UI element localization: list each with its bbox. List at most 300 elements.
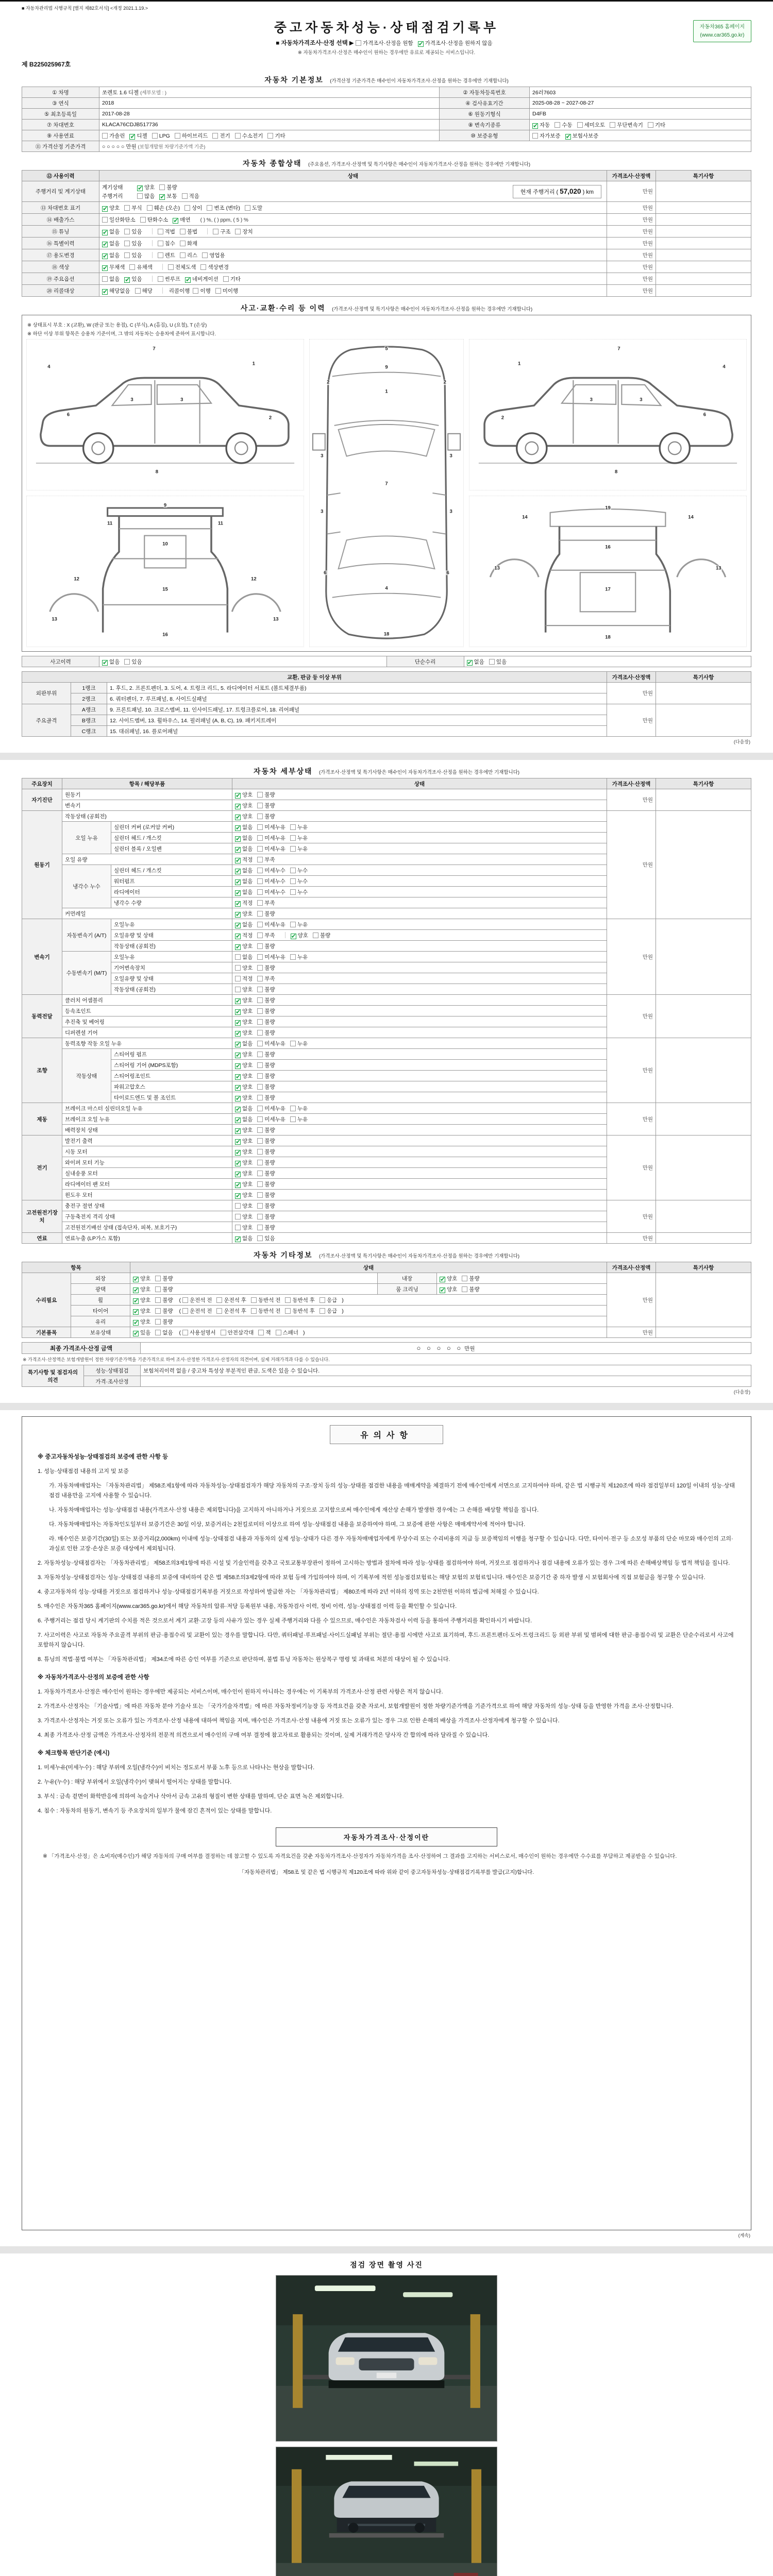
checkbox-option[interactable] <box>290 835 308 841</box>
checked-checkbox-icon[interactable]: ✔ <box>103 658 108 666</box>
checkbox-option[interactable] <box>235 889 253 895</box>
checked-checkbox-icon[interactable]: ✔ <box>236 889 241 896</box>
checkbox-option[interactable] <box>235 1030 253 1036</box>
unchecked-checkbox-icon[interactable] <box>257 878 263 884</box>
checked-checkbox-icon[interactable]: ✔ <box>236 1148 241 1156</box>
unchecked-checkbox-icon[interactable] <box>202 252 208 258</box>
checkbox-option[interactable] <box>200 264 229 270</box>
unchecked-checkbox-icon[interactable] <box>223 276 229 282</box>
unchecked-checkbox-icon[interactable] <box>215 288 221 294</box>
checkbox-option[interactable] <box>180 241 197 247</box>
checkbox-option[interactable] <box>155 1276 173 1282</box>
checkbox-option[interactable] <box>235 911 253 917</box>
checkbox-option[interactable] <box>267 133 285 139</box>
checkbox-option[interactable] <box>140 217 169 223</box>
checkbox-option[interactable] <box>133 1297 150 1303</box>
checkbox-option[interactable] <box>257 1203 275 1209</box>
unchecked-checkbox-icon[interactable] <box>235 987 241 992</box>
checkbox-option[interactable] <box>290 954 308 960</box>
unchecked-checkbox-icon[interactable] <box>257 1192 263 1198</box>
checkbox-option[interactable] <box>124 252 142 259</box>
unchecked-checkbox-icon[interactable] <box>155 1319 161 1325</box>
checkbox-option[interactable] <box>257 1127 275 1133</box>
unchecked-checkbox-icon[interactable] <box>182 1308 188 1314</box>
checked-checkbox-icon[interactable]: ✔ <box>103 264 108 272</box>
unchecked-checkbox-icon[interactable] <box>235 1214 241 1219</box>
checkbox-option[interactable] <box>235 954 253 960</box>
unchecked-checkbox-icon[interactable] <box>257 803 263 808</box>
unchecked-checkbox-icon[interactable] <box>168 264 174 270</box>
checkbox-option[interactable] <box>462 1286 479 1293</box>
checked-checkbox-icon[interactable]: ✔ <box>103 240 108 248</box>
checkbox-option[interactable] <box>235 933 253 939</box>
checkbox-option[interactable] <box>182 1297 212 1303</box>
unchecked-checkbox-icon[interactable] <box>320 1308 325 1314</box>
checkbox-option[interactable] <box>207 205 240 211</box>
unchecked-checkbox-icon[interactable] <box>257 1030 263 1036</box>
checkbox-option[interactable] <box>129 264 152 270</box>
checkbox-option[interactable] <box>257 1106 285 1112</box>
checkbox-option[interactable] <box>235 1008 253 1014</box>
unchecked-checkbox-icon[interactable] <box>251 1297 257 1303</box>
checkbox-option[interactable] <box>215 288 238 294</box>
checkbox-option[interactable] <box>290 1041 308 1047</box>
unchecked-checkbox-icon[interactable] <box>290 1116 296 1122</box>
checkbox-option[interactable] <box>257 1030 275 1036</box>
unchecked-checkbox-icon[interactable] <box>235 1203 241 1209</box>
checked-checkbox-icon[interactable]: ✔ <box>236 824 241 832</box>
checkbox-option[interactable] <box>235 900 253 906</box>
unchecked-checkbox-icon[interactable] <box>251 1308 257 1314</box>
checkbox-option[interactable] <box>257 824 285 831</box>
checkbox-option[interactable] <box>235 824 253 831</box>
checkbox-option[interactable] <box>290 1116 308 1123</box>
checkbox-option[interactable] <box>235 133 263 139</box>
checkbox-option[interactable] <box>235 1084 253 1090</box>
checkbox-option[interactable] <box>235 857 253 863</box>
unchecked-checkbox-icon[interactable] <box>200 264 206 270</box>
unchecked-checkbox-icon[interactable] <box>257 1138 263 1144</box>
checkbox-option[interactable] <box>251 1308 281 1314</box>
checkbox-option[interactable] <box>235 814 253 820</box>
checkbox-option[interactable] <box>257 1235 275 1242</box>
checkbox-option[interactable] <box>235 835 253 841</box>
checkbox-option[interactable] <box>257 987 275 993</box>
unchecked-checkbox-icon[interactable] <box>147 205 153 211</box>
checkbox-option[interactable] <box>440 1286 457 1293</box>
unchecked-checkbox-icon[interactable] <box>257 889 263 895</box>
checkbox-option[interactable] <box>245 205 262 211</box>
unchecked-checkbox-icon[interactable] <box>207 205 212 211</box>
unchecked-checkbox-icon[interactable] <box>257 1203 263 1209</box>
checked-checkbox-icon[interactable]: ✔ <box>236 802 241 810</box>
checkbox-option[interactable] <box>257 814 275 820</box>
unchecked-checkbox-icon[interactable] <box>257 943 263 949</box>
checkbox-option[interactable] <box>216 1297 246 1303</box>
checkbox-option[interactable] <box>257 943 275 950</box>
checkbox-option[interactable] <box>257 1192 275 1198</box>
checked-checkbox-icon[interactable]: ✔ <box>125 276 130 283</box>
checkbox-option[interactable] <box>102 276 120 282</box>
unchecked-checkbox-icon[interactable] <box>129 264 135 270</box>
checked-checkbox-icon[interactable]: ✔ <box>133 1308 139 1315</box>
unchecked-checkbox-icon[interactable] <box>285 1308 291 1314</box>
checkbox-option[interactable] <box>155 1286 173 1293</box>
checkbox-option[interactable] <box>235 976 253 982</box>
checked-checkbox-icon[interactable]: ✔ <box>236 1127 241 1134</box>
checkbox-option[interactable] <box>180 229 197 235</box>
checked-checkbox-icon[interactable]: ✔ <box>440 1275 446 1283</box>
checkbox-option[interactable] <box>235 868 253 874</box>
checkbox-option[interactable] <box>257 1160 275 1166</box>
checkbox-option[interactable] <box>257 997 275 1004</box>
checked-checkbox-icon[interactable]: ✔ <box>236 1170 241 1178</box>
unchecked-checkbox-icon[interactable] <box>489 659 495 665</box>
checkbox-option[interactable] <box>235 1073 253 1079</box>
checked-checkbox-icon[interactable]: ✔ <box>236 1116 241 1124</box>
checked-checkbox-icon[interactable]: ✔ <box>467 658 473 666</box>
checkbox-option[interactable] <box>175 133 208 139</box>
checkbox-option[interactable] <box>251 1297 281 1303</box>
checked-checkbox-icon[interactable]: ✔ <box>236 1138 241 1145</box>
checkbox-option[interactable] <box>135 288 153 294</box>
checkbox-option[interactable] <box>235 878 253 885</box>
checkbox-option[interactable] <box>235 1106 253 1112</box>
checkbox-option[interactable] <box>257 803 275 809</box>
checked-checkbox-icon[interactable]: ✔ <box>236 900 241 907</box>
checkbox-option[interactable] <box>235 1171 253 1177</box>
checkbox-option[interactable] <box>577 122 606 128</box>
checkbox-option[interactable] <box>133 1330 150 1336</box>
unchecked-checkbox-icon[interactable] <box>267 133 273 139</box>
unchecked-checkbox-icon[interactable] <box>257 1041 263 1046</box>
checked-checkbox-icon[interactable]: ✔ <box>130 132 136 140</box>
unchecked-checkbox-icon[interactable] <box>462 1276 467 1281</box>
checked-checkbox-icon[interactable]: ✔ <box>236 1073 241 1080</box>
checked-checkbox-icon[interactable]: ✔ <box>236 943 241 951</box>
unchecked-checkbox-icon[interactable] <box>182 1330 188 1335</box>
unchecked-checkbox-icon[interactable] <box>140 217 146 223</box>
unchecked-checkbox-icon[interactable] <box>158 241 163 246</box>
unchecked-checkbox-icon[interactable] <box>290 846 296 852</box>
checkbox-option[interactable] <box>257 1052 275 1058</box>
checked-checkbox-icon[interactable]: ✔ <box>173 216 179 224</box>
checkbox-option[interactable] <box>182 193 199 199</box>
unchecked-checkbox-icon[interactable] <box>245 205 250 211</box>
checked-checkbox-icon[interactable]: ✔ <box>236 932 241 940</box>
checkbox-option[interactable] <box>193 288 210 294</box>
checkbox-option[interactable] <box>212 133 230 139</box>
unchecked-checkbox-icon[interactable] <box>257 987 263 992</box>
checkbox-option[interactable] <box>223 276 241 282</box>
checkbox-option[interactable] <box>235 803 253 809</box>
checkbox-option[interactable] <box>467 659 484 665</box>
unchecked-checkbox-icon[interactable] <box>124 252 130 258</box>
checkbox-option[interactable] <box>235 987 253 993</box>
unchecked-checkbox-icon[interactable] <box>102 217 108 223</box>
checked-checkbox-icon[interactable]: ✔ <box>236 1051 241 1059</box>
unchecked-checkbox-icon[interactable] <box>257 792 263 798</box>
unchecked-checkbox-icon[interactable] <box>290 1041 296 1046</box>
unchecked-checkbox-icon[interactable] <box>610 122 615 128</box>
checkbox-option[interactable] <box>235 1041 253 1047</box>
checkbox-option[interactable] <box>290 846 308 852</box>
checked-checkbox-icon[interactable]: ✔ <box>138 184 143 192</box>
checkbox-option[interactable] <box>235 1019 253 1025</box>
checkbox-option[interactable] <box>182 1330 216 1336</box>
unchecked-checkbox-icon[interactable] <box>137 193 143 199</box>
checkbox-option[interactable] <box>291 933 308 939</box>
checked-checkbox-icon[interactable]: ✔ <box>236 1192 241 1199</box>
checked-checkbox-icon[interactable]: ✔ <box>236 1062 241 1070</box>
checkbox-option[interactable] <box>257 1041 285 1047</box>
unchecked-checkbox-icon[interactable] <box>155 1308 161 1314</box>
checkbox-option[interactable] <box>155 1297 173 1303</box>
checkbox-option[interactable] <box>257 922 285 928</box>
checkbox-option[interactable] <box>257 835 285 841</box>
unchecked-checkbox-icon[interactable] <box>257 1106 263 1111</box>
checked-checkbox-icon[interactable]: ✔ <box>236 1181 241 1189</box>
checkbox-option[interactable] <box>184 205 202 211</box>
checkbox-option[interactable] <box>290 889 308 895</box>
unchecked-checkbox-icon[interactable] <box>257 976 263 981</box>
checkbox-option[interactable] <box>159 184 177 191</box>
checkbox-option[interactable] <box>235 1149 253 1155</box>
unchecked-checkbox-icon[interactable] <box>124 659 130 665</box>
unchecked-checkbox-icon[interactable] <box>290 824 296 830</box>
checkbox-option[interactable] <box>124 241 142 247</box>
unchecked-checkbox-icon[interactable] <box>290 835 296 841</box>
checkbox-option[interactable] <box>235 1138 253 1144</box>
unchecked-checkbox-icon[interactable] <box>276 1330 281 1335</box>
checkbox-option[interactable] <box>213 229 230 235</box>
checked-checkbox-icon[interactable]: ✔ <box>291 932 296 940</box>
checked-checkbox-icon[interactable]: ✔ <box>236 845 241 853</box>
unchecked-checkbox-icon[interactable] <box>124 205 130 211</box>
checkbox-option[interactable] <box>155 1308 173 1314</box>
unchecked-checkbox-icon[interactable] <box>180 252 186 258</box>
checkbox-option[interactable] <box>257 1214 275 1220</box>
checked-checkbox-icon[interactable]: ✔ <box>133 1275 139 1283</box>
checkbox-option[interactable] <box>185 276 219 282</box>
checkbox-option[interactable] <box>257 1225 275 1231</box>
unchecked-checkbox-icon[interactable] <box>257 1181 263 1187</box>
unchecked-checkbox-icon[interactable] <box>257 1052 263 1057</box>
unchecked-checkbox-icon[interactable] <box>182 193 188 199</box>
checkbox-option[interactable] <box>257 857 275 863</box>
checkbox-option[interactable] <box>418 40 493 46</box>
checkbox-option[interactable] <box>133 1308 150 1314</box>
checkbox-option[interactable] <box>158 252 175 259</box>
unchecked-checkbox-icon[interactable] <box>155 1286 161 1292</box>
checked-checkbox-icon[interactable]: ✔ <box>236 997 241 1005</box>
checked-checkbox-icon[interactable]: ✔ <box>236 921 241 929</box>
unchecked-checkbox-icon[interactable] <box>257 1225 263 1230</box>
checkbox-option[interactable] <box>257 1019 275 1025</box>
checked-checkbox-icon[interactable]: ✔ <box>236 1159 241 1167</box>
checked-checkbox-icon[interactable]: ✔ <box>236 791 241 799</box>
checked-checkbox-icon[interactable]: ✔ <box>103 205 108 212</box>
checkbox-option[interactable] <box>124 276 142 282</box>
checkbox-option[interactable] <box>102 229 120 235</box>
checkbox-option[interactable] <box>102 659 120 665</box>
unchecked-checkbox-icon[interactable] <box>257 1235 263 1241</box>
unchecked-checkbox-icon[interactable] <box>152 133 158 139</box>
checkbox-option[interactable] <box>290 878 308 885</box>
checkbox-option[interactable] <box>235 1203 253 1209</box>
checked-checkbox-icon[interactable]: ✔ <box>236 1094 241 1102</box>
checkbox-option[interactable] <box>152 133 170 139</box>
checkbox-option[interactable] <box>285 1308 315 1314</box>
checkbox-option[interactable] <box>610 122 643 128</box>
unchecked-checkbox-icon[interactable] <box>356 40 361 46</box>
unchecked-checkbox-icon[interactable] <box>462 1286 467 1292</box>
checkbox-option[interactable] <box>235 1116 253 1123</box>
checkbox-option[interactable] <box>102 205 120 211</box>
unchecked-checkbox-icon[interactable] <box>313 933 318 938</box>
checkbox-option[interactable] <box>158 276 180 282</box>
unchecked-checkbox-icon[interactable] <box>184 205 190 211</box>
unchecked-checkbox-icon[interactable] <box>102 133 108 139</box>
checkbox-option[interactable] <box>158 241 175 247</box>
checkbox-option[interactable] <box>129 133 147 139</box>
checkbox-option[interactable] <box>257 1073 275 1079</box>
checked-checkbox-icon[interactable]: ✔ <box>236 878 241 886</box>
checked-checkbox-icon[interactable]: ✔ <box>133 1318 139 1326</box>
checkbox-option[interactable] <box>257 1149 275 1155</box>
checked-checkbox-icon[interactable]: ✔ <box>236 1105 241 1113</box>
unchecked-checkbox-icon[interactable] <box>155 1330 161 1335</box>
checkbox-option[interactable] <box>257 900 275 906</box>
checkbox-option[interactable] <box>159 193 177 199</box>
checkbox-option[interactable] <box>257 792 275 798</box>
checkbox-option[interactable] <box>554 122 572 128</box>
checkbox-option[interactable] <box>235 965 253 971</box>
checkbox-option[interactable] <box>235 1235 253 1242</box>
unchecked-checkbox-icon[interactable] <box>290 1106 296 1111</box>
checked-checkbox-icon[interactable]: ✔ <box>236 1040 241 1048</box>
unchecked-checkbox-icon[interactable] <box>159 184 165 190</box>
checkbox-option[interactable] <box>320 1308 337 1314</box>
checked-checkbox-icon[interactable]: ✔ <box>133 1286 139 1294</box>
checkbox-option[interactable] <box>290 1106 308 1112</box>
checkbox-option[interactable] <box>290 922 308 928</box>
unchecked-checkbox-icon[interactable] <box>158 229 163 234</box>
unchecked-checkbox-icon[interactable] <box>554 122 560 128</box>
checkbox-option[interactable] <box>102 133 125 139</box>
checkbox-option[interactable] <box>648 122 665 128</box>
unchecked-checkbox-icon[interactable] <box>257 933 263 938</box>
checkbox-option[interactable] <box>235 1062 253 1069</box>
checkbox-option[interactable] <box>155 1319 173 1325</box>
unchecked-checkbox-icon[interactable] <box>124 241 130 246</box>
unchecked-checkbox-icon[interactable] <box>257 1008 263 1014</box>
unchecked-checkbox-icon[interactable] <box>257 1149 263 1155</box>
unchecked-checkbox-icon[interactable] <box>235 976 241 981</box>
checkbox-option[interactable] <box>168 264 196 270</box>
checkbox-option[interactable] <box>532 133 561 139</box>
unchecked-checkbox-icon[interactable] <box>257 922 263 927</box>
unchecked-checkbox-icon[interactable] <box>257 1095 263 1100</box>
checked-checkbox-icon[interactable]: ✔ <box>103 287 108 295</box>
unchecked-checkbox-icon[interactable] <box>257 824 263 830</box>
checkbox-option[interactable] <box>102 217 136 223</box>
unchecked-checkbox-icon[interactable] <box>158 276 163 282</box>
checkbox-option[interactable] <box>489 659 507 665</box>
unchecked-checkbox-icon[interactable] <box>257 835 263 841</box>
checkbox-option[interactable] <box>137 193 155 199</box>
checkbox-option[interactable] <box>257 1062 275 1069</box>
checkbox-option[interactable] <box>182 1308 212 1314</box>
unchecked-checkbox-icon[interactable] <box>290 868 296 873</box>
unchecked-checkbox-icon[interactable] <box>235 229 241 234</box>
checkbox-option[interactable] <box>257 933 275 939</box>
unchecked-checkbox-icon[interactable] <box>257 965 263 971</box>
checked-checkbox-icon[interactable]: ✔ <box>103 252 108 260</box>
unchecked-checkbox-icon[interactable] <box>290 922 296 927</box>
checkbox-option[interactable] <box>258 1330 271 1336</box>
unchecked-checkbox-icon[interactable] <box>257 1116 263 1122</box>
unchecked-checkbox-icon[interactable] <box>216 1308 222 1314</box>
checkbox-option[interactable] <box>235 1127 253 1133</box>
unchecked-checkbox-icon[interactable] <box>155 1297 161 1303</box>
checkbox-option[interactable] <box>155 1330 173 1336</box>
checkbox-option[interactable] <box>235 1095 253 1101</box>
unchecked-checkbox-icon[interactable] <box>257 997 263 1003</box>
checkbox-option[interactable] <box>216 1308 246 1314</box>
checkbox-option[interactable] <box>257 1116 285 1123</box>
unchecked-checkbox-icon[interactable] <box>258 1330 264 1335</box>
checkbox-option[interactable] <box>257 911 275 917</box>
checked-checkbox-icon[interactable]: ✔ <box>418 40 424 47</box>
checkbox-option[interactable] <box>257 965 275 971</box>
checkbox-option[interactable] <box>532 122 550 128</box>
unchecked-checkbox-icon[interactable] <box>180 229 186 234</box>
checkbox-option[interactable] <box>257 889 285 895</box>
checked-checkbox-icon[interactable]: ✔ <box>236 835 241 842</box>
unchecked-checkbox-icon[interactable] <box>124 229 130 234</box>
unchecked-checkbox-icon[interactable] <box>212 133 218 139</box>
unchecked-checkbox-icon[interactable] <box>155 1276 161 1281</box>
checkbox-option[interactable] <box>356 40 413 46</box>
checkbox-option[interactable] <box>235 1052 253 1058</box>
unchecked-checkbox-icon[interactable] <box>290 889 296 895</box>
checkbox-option[interactable] <box>257 976 275 982</box>
unchecked-checkbox-icon[interactable] <box>257 1214 263 1219</box>
checkbox-option[interactable] <box>565 133 599 139</box>
checkbox-option[interactable] <box>221 1330 254 1336</box>
unchecked-checkbox-icon[interactable] <box>257 1084 263 1090</box>
unchecked-checkbox-icon[interactable] <box>235 1225 241 1230</box>
unchecked-checkbox-icon[interactable] <box>102 276 108 282</box>
checkbox-option[interactable] <box>235 1214 253 1220</box>
checkbox-option[interactable] <box>102 252 120 259</box>
checkbox-option[interactable] <box>124 205 142 211</box>
checkbox-option[interactable] <box>235 943 253 950</box>
unchecked-checkbox-icon[interactable] <box>257 954 263 960</box>
checkbox-option[interactable] <box>257 1095 275 1101</box>
checked-checkbox-icon[interactable]: ✔ <box>236 856 241 864</box>
checkbox-option[interactable] <box>285 1297 315 1303</box>
unchecked-checkbox-icon[interactable] <box>182 1297 188 1303</box>
unchecked-checkbox-icon[interactable] <box>257 900 263 906</box>
checked-checkbox-icon[interactable]: ✔ <box>236 813 241 821</box>
checkbox-option[interactable] <box>180 252 197 259</box>
checked-checkbox-icon[interactable]: ✔ <box>565 132 571 140</box>
checkbox-option[interactable] <box>235 1192 253 1198</box>
checkbox-option[interactable] <box>124 659 142 665</box>
unchecked-checkbox-icon[interactable] <box>235 965 241 971</box>
